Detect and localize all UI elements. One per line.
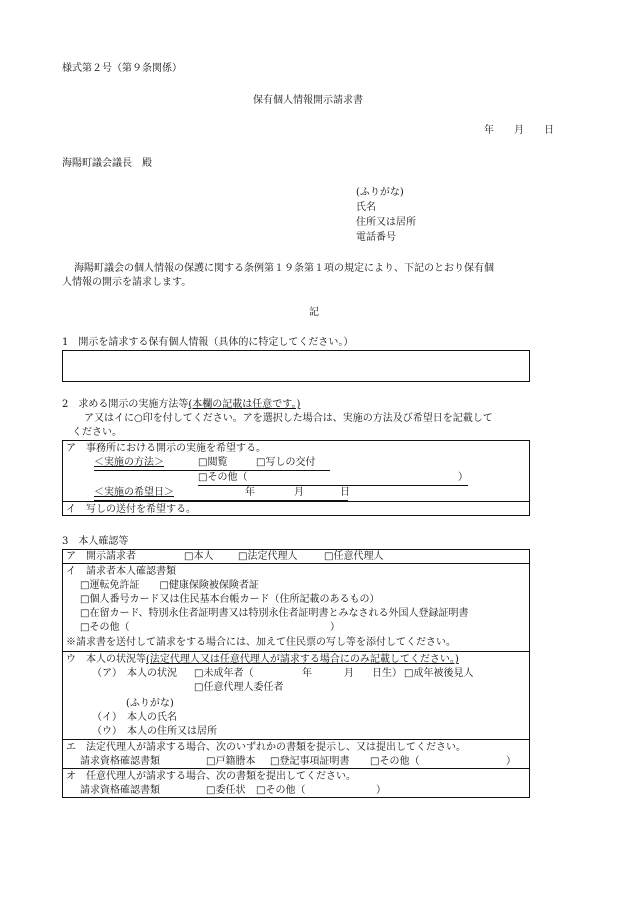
- requester-legal-agent-checkbox[interactable]: □法定代理人: [238, 551, 298, 562]
- section3-divider-1: [62, 563, 530, 564]
- method-view-checkbox[interactable]: □閲覧: [198, 457, 228, 468]
- voluntary-agent-proxy-checkbox[interactable]: □委任状: [206, 785, 246, 796]
- principal-adult-ward-checkbox[interactable]: □成年被後見人: [404, 668, 474, 679]
- legal-agent-other-close: ）: [506, 756, 516, 767]
- principal-status-heading: [66, 653, 459, 666]
- principal-birth-day: 日生）: [372, 668, 402, 679]
- applicant-name-label: 氏名: [356, 202, 376, 213]
- method-label: ＜実施の方法＞: [94, 457, 164, 468]
- section3-divider-4: [62, 768, 530, 769]
- legal-agent-other-checkbox[interactable]: □その他（: [370, 756, 420, 767]
- applicant-phone-label: 電話番号: [356, 232, 396, 243]
- intro-line-1: 海陽町議会の個人情報の保護に関する条例第１９条第１項の規定により、下記のとおり保有個: [74, 263, 494, 274]
- principal-furigana: (ふりがな): [126, 698, 174, 709]
- method-other-close: ）: [458, 472, 468, 483]
- legal-agent-docs-label: 請求資格確認書類: [80, 756, 160, 767]
- voluntary-agent-instruction: オ 任意代理人が請求する場合、次の書類を提出してください。: [66, 771, 356, 782]
- voluntary-agent-docs-label: 請求資格確認書類: [80, 785, 160, 796]
- page-title: 保有個人情報開示請求書: [253, 95, 363, 106]
- legal-agent-family-register-checkbox[interactable]: □戸籍謄本: [206, 756, 256, 767]
- principal-status-note: (法定代理人又は任意代理人が請求する場合にのみ記載してください。): [146, 654, 459, 665]
- section1-heading: 1 開示を請求する保有個人情報（具体的に特定してください。）: [62, 337, 354, 348]
- principal-agent-delegator-checkbox[interactable]: □任意代理人委任者: [194, 682, 284, 693]
- hope-underline: [94, 500, 348, 501]
- section2-desc-2: ください。: [72, 427, 122, 438]
- addressee: 海陽町議会議長 殿: [62, 158, 152, 169]
- section1-input-box[interactable]: [62, 350, 530, 382]
- hope-year: 年: [245, 487, 255, 498]
- section3-divider-3: [62, 739, 530, 740]
- id-docs-other-close: ）: [330, 622, 340, 633]
- principal-address-label: （ウ） 本人の住所又は居所: [92, 726, 217, 737]
- principal-status-label: ウ 本人の状況等: [66, 654, 146, 665]
- legal-agent-registry-cert-checkbox[interactable]: □登記事項証明書: [270, 756, 350, 767]
- principal-birth-year: 年: [302, 668, 312, 679]
- section2-option-a[interactable]: ア 事務所における開示の実施を希望する。: [66, 443, 266, 454]
- requester-self-checkbox[interactable]: □本人: [184, 551, 214, 562]
- applicant-address-label: 住所又は居所: [356, 217, 416, 228]
- id-docs-label: イ 請求者本人確認書類: [66, 566, 176, 577]
- id-docs-other-checkbox[interactable]: □その他（: [80, 622, 130, 633]
- section2-option-b[interactable]: イ 写しの送付を希望する。: [66, 504, 196, 515]
- voluntary-agent-other-checkbox[interactable]: □その他（: [256, 785, 306, 796]
- section2-heading-note: (本欄の記載は任意です。): [188, 399, 301, 410]
- method-copy-checkbox[interactable]: □写しの交付: [256, 457, 316, 468]
- hope-month: 月: [294, 487, 304, 498]
- hope-day: 日: [340, 487, 350, 498]
- intro-line-2: 人情報の開示を請求します。: [62, 277, 192, 288]
- id-docs-line-3[interactable]: □在留カード、特別永住者証明書又は特別永住者証明書とみなされる外国人登録証明書: [80, 608, 469, 619]
- hope-date-label: ＜実施の希望日＞: [94, 487, 174, 498]
- legal-agent-instruction: エ 法定代理人が請求する場合、次のいずれかの書類を提示し、又は提出してください。: [66, 742, 466, 753]
- principal-minor-checkbox[interactable]: □未成年者（: [194, 668, 254, 679]
- section2-heading: [62, 398, 300, 411]
- applicant-furigana: (ふりがな): [356, 187, 404, 198]
- requester-voluntary-agent-checkbox[interactable]: □任意代理人: [324, 551, 384, 562]
- id-docs-line-2[interactable]: □個人番号カード又は住民基本台帳カード（住所記載のあるもの）: [80, 594, 380, 605]
- section3-heading: 3 本人確認等: [62, 536, 129, 547]
- section2-heading-text: 2 求める開示の実施方法等: [62, 399, 189, 410]
- date-line: 年 月 日: [484, 125, 554, 136]
- section2-divider: [62, 501, 530, 502]
- section3-divider-2: [62, 651, 530, 652]
- section2-desc-1: ア又はイに○印を付してください。アを選択した場合は、実施の方法及び希望日を記載して: [84, 413, 493, 424]
- principal-birth-month: 月: [344, 668, 354, 679]
- principal-name-label: （イ） 本人の氏名: [92, 712, 177, 723]
- voluntary-agent-other-close: ）: [376, 785, 386, 796]
- method-other-underline: [198, 485, 468, 486]
- id-docs-line-1[interactable]: □運転免許証 □健康保険被保険者証: [80, 580, 259, 591]
- method-other-checkbox[interactable]: □その他（: [198, 472, 248, 483]
- form-number: 様式第２号（第９条関係）: [62, 63, 182, 74]
- requester-label: ア 開示請求者: [66, 551, 136, 562]
- principal-status-sub-label: （ア） 本人の状況: [92, 668, 177, 679]
- id-docs-note: ※請求書を送付して請求をする場合には、加えて住民票の写し等を添付してください。: [66, 637, 456, 648]
- ki-heading: 記: [309, 307, 319, 318]
